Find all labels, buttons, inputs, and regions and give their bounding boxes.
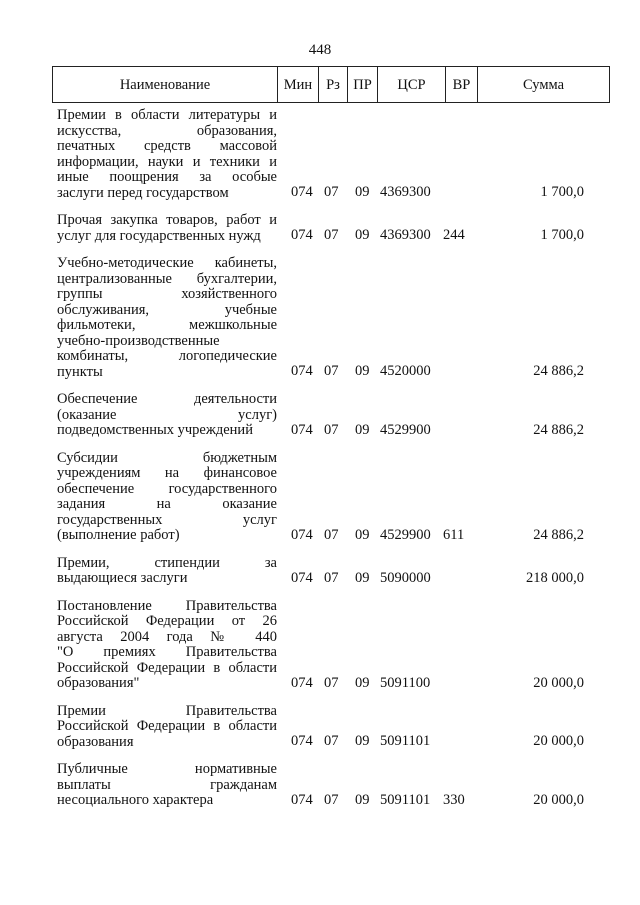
row-pr: 09 [355,184,370,200]
row-name-line: иные поощрения за особые [57,169,277,185]
row-csr: 4369300 [380,184,431,200]
row-name-line: "О премиях Правительства [57,644,277,660]
table-row [52,256,612,380]
row-name-line: Премии, стипендии за [57,554,277,571]
row-rz: 07 [324,569,339,586]
row-name-line: Российской Федерации в области [57,659,277,676]
row-name-line: подведомственных учреждений [57,422,253,438]
row-name-line: (оказание услуг) [57,406,277,423]
row-pr: 09 [355,363,370,379]
row-name-line: услуг для государственных нужд [57,227,261,244]
row-rz: 07 [324,184,339,200]
row-pr: 09 [355,526,370,543]
row-vr: 244 [443,227,465,243]
row-min: 074 [291,569,313,586]
row-sum: 24 886,2 [533,421,584,438]
row-name-line: Постановление Правительства [57,597,277,614]
table-row [52,762,612,809]
row-name-line: Российской Федерации от 26 [57,613,277,629]
row-name-line: пункты [57,363,103,380]
header-min: Мин [278,67,319,103]
row-name-line: заслуги перед государством [57,184,229,201]
row-min: 074 [291,363,313,379]
row-name-line: Премии Правительства [57,702,277,719]
row-name-line: искусства, образования, [57,122,277,139]
row-csr: 5091101 [380,791,431,808]
row-name-line: выдающиеся заслуги [57,570,188,586]
row-name-line: задания на оказание [57,496,277,512]
row-name-line: государственных услуг [57,511,277,528]
row-name-line: Премии в области литературы и [57,107,277,123]
row-vr: 611 [443,526,465,543]
row-min: 074 [291,421,313,438]
row-name-line: августа 2004 года № 440 [57,628,277,645]
row-sum: 1 700,0 [540,184,584,200]
row-min: 074 [291,227,313,243]
row-sum: 1 700,0 [540,227,584,243]
row-csr: 5091101 [380,733,431,749]
row-min: 074 [291,791,313,808]
row-csr: 4529900 [380,421,431,438]
row-name-line: Публичные нормативные [57,761,277,777]
header-name: Наименование [53,67,278,103]
row-rz: 07 [324,526,339,543]
table-row [52,704,612,751]
row-name-line: (выполнение работ) [57,527,180,543]
row-name-line: образования [57,733,134,750]
row-name-line: выплаты гражданам [57,776,277,793]
row-name-line: Обеспечение деятельности [57,391,277,407]
row-rz: 07 [324,733,339,749]
header-vr: ВР [446,67,478,103]
row-sum: 24 886,2 [533,526,584,543]
row-pr: 09 [355,421,370,438]
row-name-line: фильмотеки, межшкольные [57,317,277,333]
header-rz: Рз [319,67,348,103]
row-min: 074 [291,674,313,691]
row-name-line: обслуживания, учебные [57,301,277,318]
row-pr: 09 [355,569,370,586]
row-rz: 07 [324,363,339,379]
header-pr: ПР [348,67,378,103]
row-sum: 20 000,0 [533,733,584,749]
row-csr: 4529900 [380,526,431,543]
row-name [57,256,277,380]
row-name-line: образования" [57,675,140,691]
table-row [52,599,612,692]
row-name-line: централизованные бухгалтерии, [57,270,277,287]
row-pr: 09 [355,674,370,691]
row-pr: 09 [355,791,370,808]
row-csr: 4520000 [380,363,431,379]
row-min: 074 [291,733,313,749]
table-row [52,451,612,544]
row-name-line: информации, науки и техники и [57,153,277,170]
page-number: 448 [308,42,332,58]
row-name-line: Прочая закупка товаров, работ и [57,212,277,228]
row-rz: 07 [324,227,339,243]
row-name-line: Субсидии бюджетным [57,449,277,466]
row-name-line: печатных средств массовой [57,138,277,154]
table-row [52,213,612,244]
row-name-line: Российской Федерации в области [57,718,277,734]
row-name-line: Учебно-методические кабинеты, [57,255,277,271]
row-csr: 5090000 [380,569,431,586]
row-pr: 09 [355,227,370,243]
table-row [52,392,612,439]
row-name-line: группы хозяйственного [57,286,277,302]
row-sum: 20 000,0 [533,674,584,691]
row-rz: 07 [324,421,339,438]
row-name-line: учебно-производственные [57,332,220,349]
row-min: 074 [291,526,313,543]
row-sum: 24 886,2 [533,363,584,379]
row-csr: 4369300 [380,227,431,243]
table-row [52,108,612,201]
row-rz: 07 [324,674,339,691]
row-name-line: несоциального характера [57,792,214,808]
budget-rows [52,108,612,821]
row-min: 074 [291,184,313,200]
header-sum: Сумма [478,67,610,103]
row-csr: 5091100 [380,674,431,691]
table-header [52,66,610,103]
row-sum: 218 000,0 [526,569,584,586]
row-sum: 20 000,0 [533,791,584,808]
row-name-line: учреждениям на финансовое [57,465,277,481]
table-row [52,556,612,587]
row-name-line: обеспечение государственного [57,480,277,497]
row-pr: 09 [355,733,370,749]
row-rz: 07 [324,791,339,808]
header-csr: ЦСР [378,67,446,103]
row-name-line: комбинаты, логопедические [57,348,277,364]
row-vr: 330 [443,791,465,808]
